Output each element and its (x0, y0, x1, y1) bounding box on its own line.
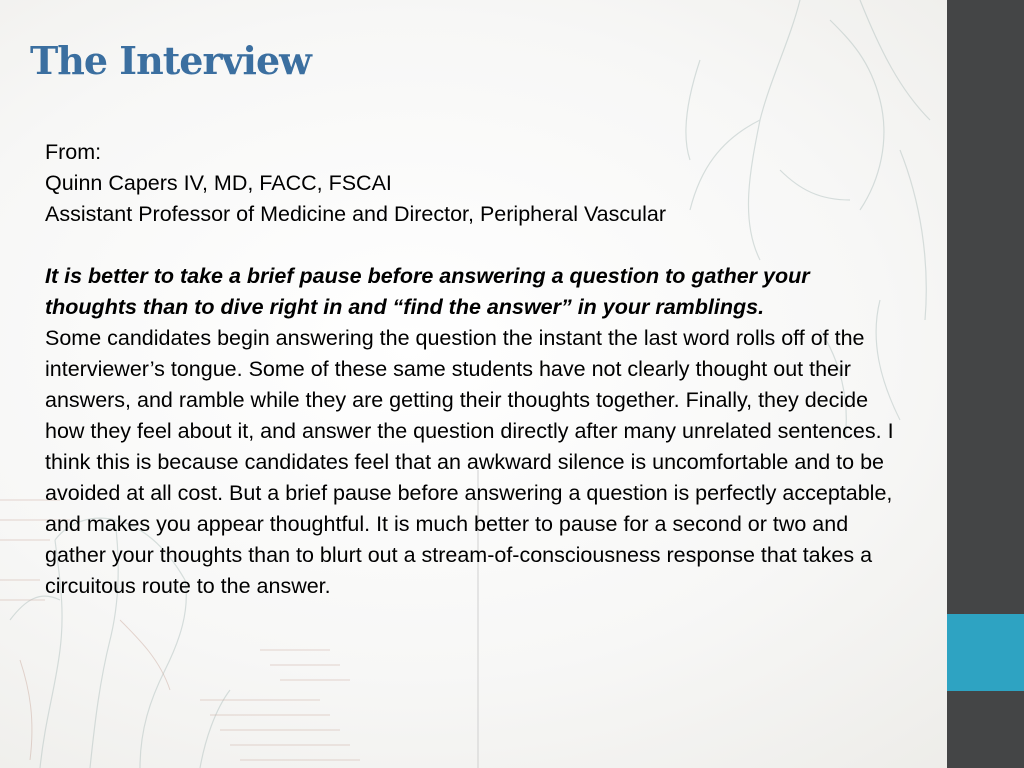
slide-title: The Interview (30, 38, 311, 83)
body-paragraph: Some candidates begin answering the question the instant the last word rolls off of the interviewer’s tongue. Some of these same students have not clearly thought out their answers, and ramble while they are getting their thoughts together. Finally, they decide how they feel about it, and answer the question directly after many unrelated sentences. I think this is because candidates feel that an awkward silence is uncomfortable and to be avoided at all cost. But a brief pause before answering a question is perfectly acceptable, and makes you appear thoughtful. It is much better to pause for a second or two and gather your thoughts than to blurt out a stream-of-consciousness response that takes a circuitous route to the answer. (45, 326, 894, 598)
key-quote: It is better to take a brief pause before answering a question to gather your thoughts than to dive right in and “find the answer” in your ramblings. (45, 264, 810, 319)
slide-content (45, 137, 905, 602)
author-name: Quinn Capers IV, MD, FACC, FSCAI (45, 171, 392, 195)
spacer (45, 230, 905, 261)
sidebar-accent-block (947, 614, 1024, 691)
from-label: From: (45, 140, 102, 164)
author-title: Assistant Professor of Medicine and Director, Peripheral Vascular (45, 202, 666, 226)
